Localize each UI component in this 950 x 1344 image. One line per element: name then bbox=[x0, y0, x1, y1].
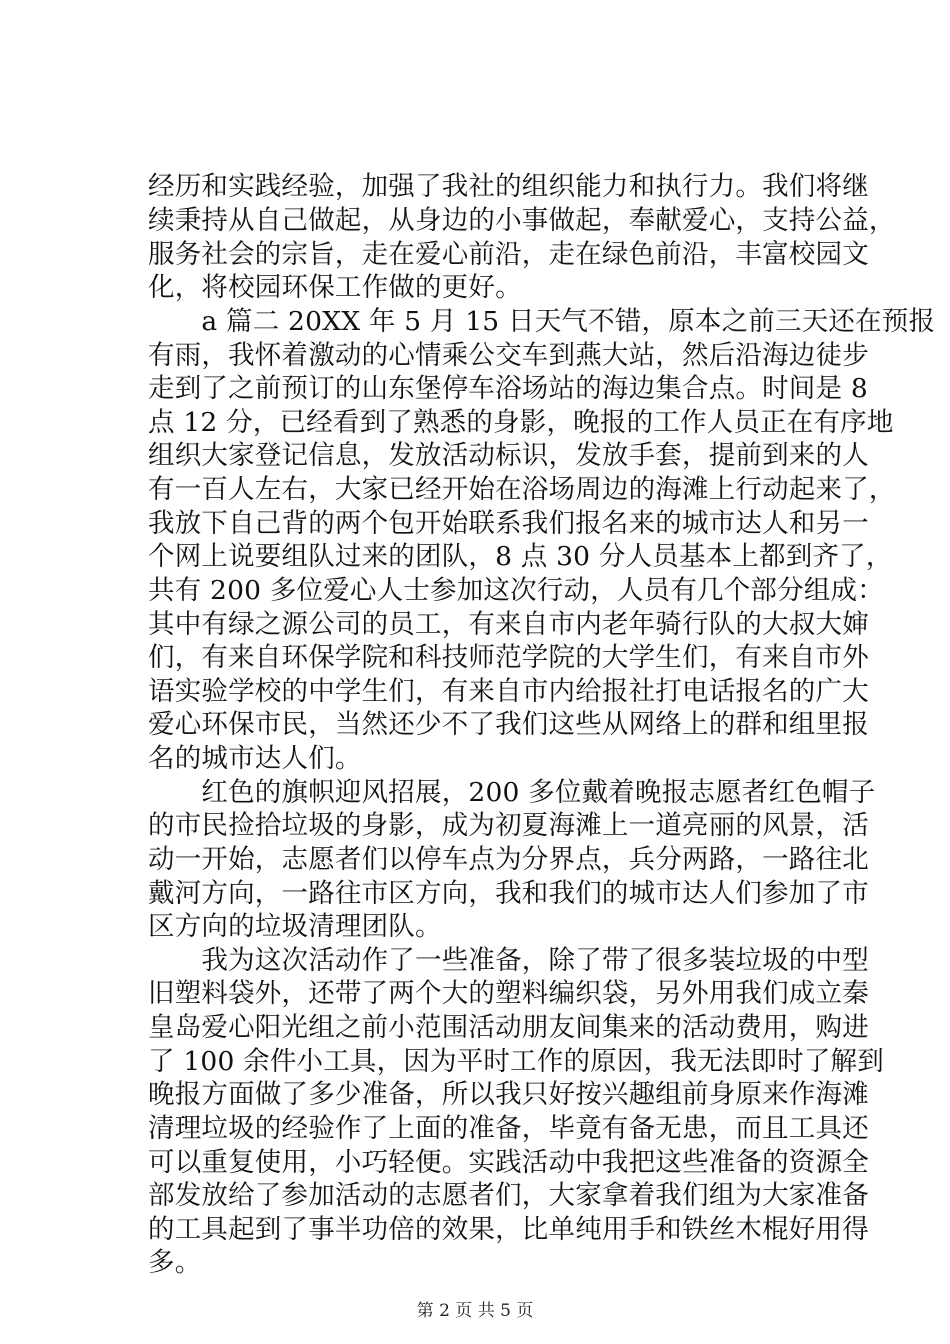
text-line: 有雨，我怀着激动的心情乘公交车到燕大站，然后沿海边徒步 bbox=[148, 340, 869, 371]
text-line: 共有 200 多位爱心人士参加这次行动，人员有几个部分组成： bbox=[148, 575, 884, 606]
text-line: 旧塑料袋外，还带了两个大的塑料编织袋，另外用我们成立秦 bbox=[148, 978, 869, 1009]
text-line: 皇岛爱心阳光组之前小范围活动朋友间集来的活动费用，购进 bbox=[148, 1012, 869, 1043]
text-line: 点 12 分，已经看到了熟悉的身影，晚报的工作人员正在有序地 bbox=[148, 407, 894, 438]
text-line: 戴河方向，一路往市区方向，我和我们的城市达人们参加了市 bbox=[148, 878, 869, 909]
text-line: 动一开始，志愿者们以停车点为分界点，兵分两路，一路往北 bbox=[148, 844, 869, 875]
text-line: 晚报方面做了多少准备，所以我只好按兴趣组前身原来作海滩 bbox=[148, 1079, 869, 1110]
text-line: 化，将校园环保工作做的更好。 bbox=[148, 272, 522, 303]
text-line: 清理垃圾的经验作了上面的准备，毕竟有备无患，而且工具还 bbox=[148, 1113, 869, 1144]
text-line: 我为这次活动作了一些准备，除了带了很多装垃圾的中型 bbox=[148, 945, 869, 976]
text-line: 经历和实践经验，加强了我社的组织能力和执行力。我们将继 bbox=[148, 171, 869, 202]
text-line: 爱心环保市民，当然还少不了我们这些从网络上的群和组里报 bbox=[148, 709, 869, 740]
text-line: 可以重复使用，小巧轻便。实践活动中我把这些准备的资源全 bbox=[148, 1147, 869, 1178]
text-line: 部发放给了参加活动的志愿者们，大家拿着我们组为大家准备 bbox=[148, 1180, 869, 1211]
text-line: 了 100 余件小工具，因为平时工作的原因，我无法即时了解到 bbox=[148, 1046, 884, 1077]
text-line: 续秉持从自己做起，从身边的小事做起，奉献爱心，支持公益， bbox=[148, 205, 896, 236]
text-line: 走到了之前预订的山东堡停车浴场站的海边集合点。时间是 8 bbox=[148, 373, 868, 404]
text-line: 多。 bbox=[148, 1247, 202, 1278]
text-line: 们，有来自环保学院和科技师范学院的大学生们，有来自市外 bbox=[148, 642, 869, 673]
text-line: 名的城市达人们。 bbox=[148, 743, 362, 774]
text-line: a 篇二 20XX 年 5 月 15 日天气不错，原本之前三天还在预报 bbox=[148, 306, 936, 337]
text-line: 个网上说要组队过来的团队，8 点 30 分人员基本上都到齐了， bbox=[148, 541, 893, 572]
text-line: 组织大家登记信息，发放活动标识，发放手套，提前到来的人 bbox=[148, 440, 869, 471]
text-line: 红色的旗帜迎风招展，200 多位戴着晚报志愿者红色帽子 bbox=[148, 777, 876, 808]
text-line: 区方向的垃圾清理团队。 bbox=[148, 911, 442, 942]
text-line: 的市民捡拾垃圾的身影，成为初夏海滩上一道亮丽的风景，活 bbox=[148, 810, 869, 841]
text-line: 我放下自己背的两个包开始联系我们报名来的城市达人和另一 bbox=[148, 508, 869, 539]
text-line: 有一百人左右，大家已经开始在浴场周边的海滩上行动起来了， bbox=[148, 474, 896, 505]
text-line: 服务社会的宗旨，走在爱心前沿，走在绿色前沿，丰富校园文 bbox=[148, 239, 869, 270]
text-line: 的工具起到了事半功倍的效果，比单纯用手和铁丝木棍好用得 bbox=[148, 1214, 869, 1245]
text-line: 语实验学校的中学生们，有来自市内给报社打电话报名的广大 bbox=[148, 676, 869, 707]
page-number-footer: 第 2 页 共 5 页 bbox=[416, 1301, 534, 1321]
text-line: 其中有绿之源公司的员工，有来自市内老年骑行队的大叔大婶 bbox=[148, 609, 869, 640]
